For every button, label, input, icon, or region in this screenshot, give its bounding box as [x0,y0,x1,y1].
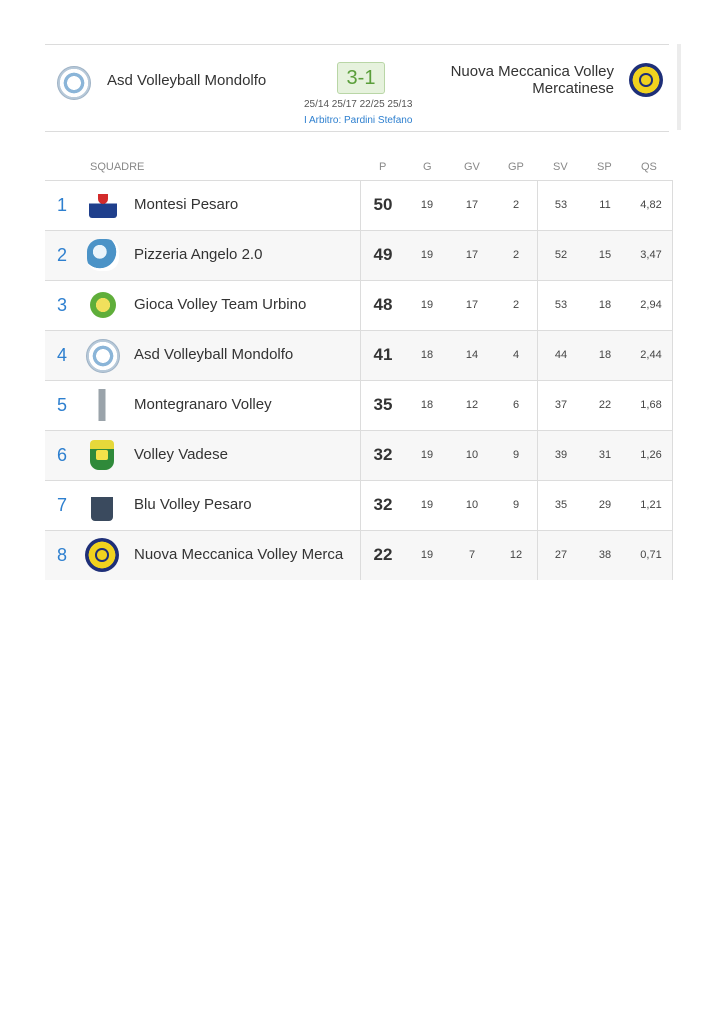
games-lost: 2 [512,299,520,311]
table-row[interactable] [45,181,673,231]
home-team-logo-icon [57,66,91,100]
set-quotient: 2,94 [640,299,662,311]
sets-won: 53 [554,199,568,211]
team-name[interactable]: Pizzeria Angelo 2.0 [134,246,263,263]
sets-lost: 38 [598,549,612,561]
games: 19 [420,199,434,211]
games-won: 17 [465,299,479,311]
set-quotient: 0,71 [640,549,662,561]
col-header-p: P [379,161,387,173]
points: 50 [373,195,393,214]
col-header-gv: GV [464,161,480,173]
games: 19 [420,299,434,311]
points: 22 [373,545,393,564]
sets-lost: 22 [598,399,612,411]
table-row[interactable] [45,231,673,281]
scrollbar[interactable] [677,44,681,130]
montesi-pesaro-logo-icon [89,192,117,218]
sets-won: 52 [554,249,568,261]
col-header-sp: SP [597,161,612,173]
blu-volley-pesaro-logo-icon [91,489,113,521]
team-name[interactable]: Montegranaro Volley [134,396,272,413]
sets-lost: 18 [598,299,612,311]
sets-won: 27 [554,549,568,561]
col-header-g: G [423,161,432,173]
rank: 6 [57,445,68,465]
table-row[interactable] [45,381,673,431]
team-name[interactable]: Gioca Volley Team Urbino [134,296,307,313]
col-header-gp: GP [508,161,524,173]
games-won: 17 [465,249,479,261]
games-lost: 9 [512,499,520,511]
table-row[interactable] [45,531,673,580]
rank: 2 [57,245,68,265]
rank: 5 [57,395,68,415]
rank: 3 [57,295,68,315]
volley-vadese-logo-icon [90,440,114,470]
points: 32 [373,445,393,464]
rank: 4 [57,345,68,365]
rank: 7 [57,495,68,515]
match-score[interactable]: 3-1 [337,62,385,94]
sets-lost: 15 [598,249,612,261]
col-header-qs: QS [641,161,657,173]
col-header-team: SQUADRE [90,161,145,173]
games-lost: 6 [512,399,520,411]
gioca-volley-urbino-logo-icon [90,292,116,318]
set-quotient: 4,82 [640,199,662,211]
team-name[interactable]: Volley Vadese [134,446,228,463]
set-quotient: 1,26 [640,449,662,461]
points: 32 [373,495,393,514]
team-name[interactable]: Blu Volley Pesaro [134,496,252,513]
games-lost: 12 [509,549,523,561]
sets-lost: 29 [598,499,612,511]
team-name[interactable]: Asd Volleyball Mondolfo [134,346,294,363]
games: 18 [420,399,434,411]
rank: 8 [57,545,68,565]
games: 19 [420,449,434,461]
team-name[interactable]: Nuova Meccanica Volley Merca [134,546,344,563]
points: 48 [373,295,393,314]
table-header [45,150,673,181]
nuova-meccanica-logo-icon [85,538,119,572]
standings-table [45,150,673,580]
set-quotient: 2,44 [640,349,662,361]
games-won: 10 [465,499,479,511]
referee-link[interactable]: I Arbitro: Pardini Stefano [304,115,413,126]
sets-lost: 11 [599,199,611,211]
set-scores: 25/14 25/17 22/25 25/13 [304,99,413,110]
away-team-logo-icon [629,63,663,97]
games-lost: 4 [512,349,520,361]
set-quotient: 1,68 [640,399,662,411]
points: 41 [373,345,393,364]
table-row[interactable] [45,431,673,481]
table-row[interactable] [45,331,673,381]
sets-won: 39 [554,449,568,461]
games: 19 [420,499,434,511]
sets-won: 37 [554,399,568,411]
games-lost: 9 [512,449,520,461]
games-lost: 2 [512,249,520,261]
points: 35 [373,395,393,414]
games: 18 [420,349,434,361]
sets-won: 35 [554,499,568,511]
table-row[interactable] [45,281,673,331]
games-won: 17 [465,199,479,211]
sets-lost: 18 [598,349,612,361]
games: 19 [420,549,434,561]
sets-lost: 31 [598,449,612,461]
set-quotient: 3,47 [640,249,662,261]
sets-won: 53 [554,299,568,311]
table-row[interactable] [45,481,673,531]
sets-won: 44 [554,349,568,361]
games: 19 [420,249,434,261]
rank: 1 [57,195,68,215]
points: 49 [373,245,393,264]
team-name[interactable]: Montesi Pesaro [134,196,239,213]
games-won: 14 [465,349,479,361]
montegranaro-volley-logo-icon [91,389,113,421]
volleyball-mondolfo-logo-icon [86,339,120,373]
games-won: 7 [468,549,476,561]
games-won: 12 [465,399,479,411]
games-lost: 2 [512,199,520,211]
set-quotient: 1,21 [640,499,662,511]
home-team-name[interactable]: Asd Volleyball Mondolfo [107,72,267,89]
away-team-name[interactable]: Nuova Meccanica Volley Mercatinese [450,63,614,97]
pizzeria-angelo-logo-icon [87,239,119,271]
games-won: 10 [465,449,479,461]
col-header-sv: SV [553,161,568,173]
